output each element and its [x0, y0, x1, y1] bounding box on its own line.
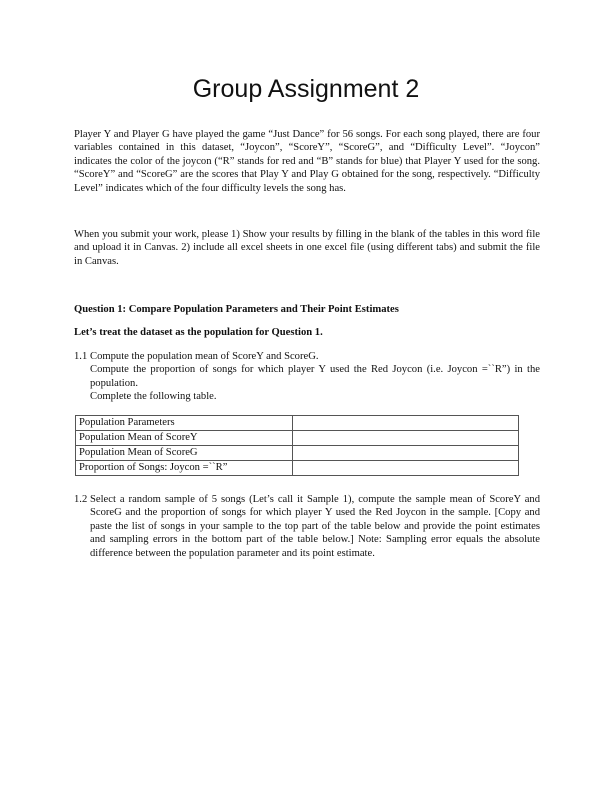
- table-cell-value[interactable]: [293, 416, 519, 431]
- table-cell-value[interactable]: [293, 446, 519, 461]
- question-1-1-line-2: Compute the proportion of songs for which player Y used the Red Joycon (i.e. Joycon =``R”) in the population.: [90, 364, 540, 389]
- population-parameters-table: [75, 415, 519, 476]
- table-cell-label: Population Mean of ScoreG: [76, 446, 293, 461]
- question-1-heading: Question 1: Compare Population Parameters and Their Point Estimates: [74, 304, 399, 315]
- question-1-1-number: 1.1: [74, 351, 88, 362]
- question-1-2-text: Select a random sample of 5 songs (Let’s call it Sample 1), compute the sample mean of ScoreY and ScoreG and the proportion of songs for which player Y used the Red Joycon in the sample. [Copy and paste the list of songs in your sample to the top part of the table below and provide the point estimates and sampling errors in the bottom part of the table below.] Note: Sampling error equals the absolute difference between the population parameter and its point estimate.: [90, 494, 540, 559]
- question-1-subheading: Let’s treat the dataset as the population for Question 1.: [74, 327, 323, 338]
- question-1-1-line-3: Complete the following table.: [90, 391, 217, 403]
- submission-paragraph: When you submit your work, please 1) Show your results by filling in the blank of the tables in this word file and upload it in Canvas. 2) include all excel sheets in one excel file (using different tabs) and submit the file in Canvas.: [74, 229, 540, 267]
- table-cell-label: Population Mean of ScoreY: [76, 431, 293, 446]
- question-1-2: [74, 493, 540, 560]
- table-cell-value[interactable]: [293, 461, 519, 476]
- document-title: Group Assignment 2: [192, 75, 420, 103]
- table-row: [76, 416, 519, 431]
- table-row: [76, 446, 519, 461]
- question-1-2-number: 1.2: [74, 494, 88, 505]
- table-cell-value[interactable]: [293, 431, 519, 446]
- intro-paragraph: Player Y and Player G have played the game “Just Dance” for 56 songs. For each song played, there are four variables contained in this dataset, “Joycon”, “ScoreY”, “ScoreG”, and “Difficulty Level”. “Joycon” indicates the color of the joycon (“R” stands for red and “B” stands for blue) that Player Y used for the song. “ScoreY” and “ScoreG” are the scores that Play Y and Play G obtained for the song, respectively. “Difficulty Level” indicates which of the four difficulty levels the song has.: [74, 129, 540, 194]
- question-1-1: [74, 350, 540, 404]
- table-cell-label: Population Parameters: [76, 416, 293, 431]
- table-row: [76, 461, 519, 476]
- question-1-1-line-1: Compute the population mean of ScoreY and ScoreG.: [90, 351, 319, 362]
- table-row: [76, 431, 519, 446]
- table-cell-label: Proportion of Songs: Joycon =``R”: [76, 461, 293, 476]
